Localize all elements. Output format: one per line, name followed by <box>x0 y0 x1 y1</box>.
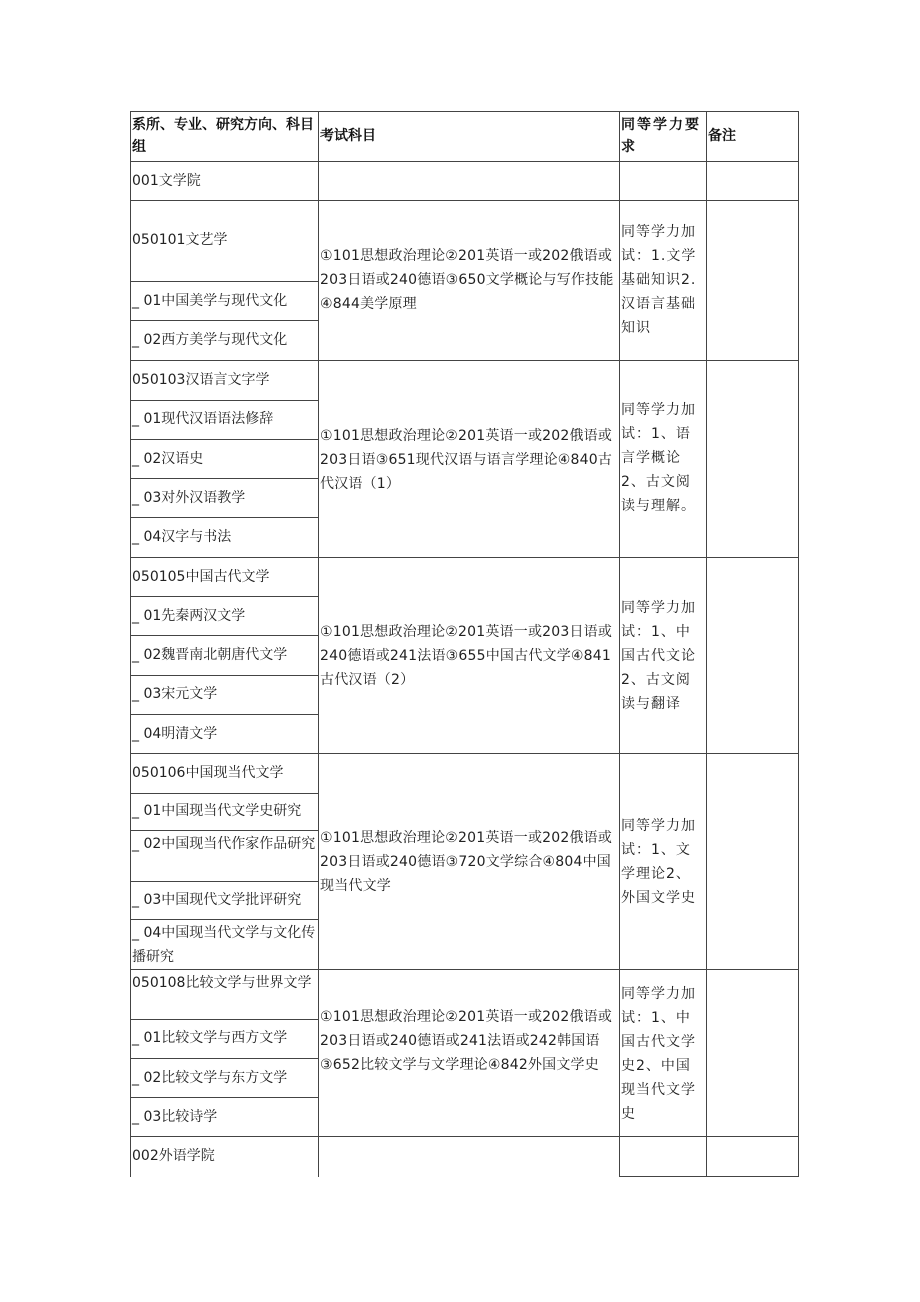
grid-line <box>130 161 799 162</box>
grid-line <box>130 830 318 831</box>
grid-line <box>130 969 799 970</box>
direction-050103-03: _ 03对外汉语教学 <box>132 490 246 506</box>
major-050106: 050106中国现当代文学 <box>132 765 284 781</box>
exam-050101: ①101思想政治理论②201英语一或202俄语或203日语或240德语③650文学概论与写作技能④844美学原理 <box>320 248 614 312</box>
direction-050103-02: _ 02汉语史 <box>132 451 204 467</box>
grid-line <box>130 1058 318 1059</box>
requirement-050103: 同等学力加试：1、语言学概论2、古文阅读与理解。 <box>621 402 696 514</box>
header-requirement: 同等学力要求 <box>621 117 701 155</box>
header-unit: 系所、专业、研究方向、科目组 <box>132 117 314 155</box>
direction-050105-03: _ 03宋元文学 <box>132 686 218 702</box>
direction-050101-01: _ 01中国美学与现代文化 <box>132 293 288 309</box>
direction-050106-03: _ 03中国现代文学批评研究 <box>132 892 302 908</box>
grid-line <box>706 111 707 1177</box>
grid-line <box>130 557 799 558</box>
major-050105: 050105中国古代文学 <box>132 569 270 585</box>
requirement-050106: 同等学力加试：1、文学理论2、外国文学史 <box>621 818 696 906</box>
department-001: 001文学院 <box>132 173 201 189</box>
exam-050103: ①101思想政治理论②201英语一或202俄语或203日语③651现代汉语与语言学理论④840古代汉语（1） <box>320 428 613 492</box>
grid-line <box>130 320 318 321</box>
grid-line <box>130 596 318 597</box>
header-note: 备注 <box>708 128 736 144</box>
exam-050106: ①101思想政治理论②201英语一或202俄语或203日语或240德语③720文学综合④804中国现当代文学 <box>320 830 613 894</box>
direction-050103-01: _ 01现代汉语语法修辞 <box>132 411 274 427</box>
grid-line <box>130 753 799 754</box>
grid-line <box>130 111 131 1177</box>
grid-line <box>130 1136 799 1137</box>
department-002: 002外语学院 <box>132 1148 215 1164</box>
exam-050108: ①101思想政治理论②201英语一或202俄语或203日语或240德语或241法语或242韩国语③652比较文学与文学理论④842外国文学史 <box>320 1009 613 1073</box>
direction-050103-04: _ 04汉字与书法 <box>132 529 232 545</box>
grid-line <box>318 111 319 1177</box>
grid-line <box>619 1176 799 1177</box>
grid-line <box>130 281 318 282</box>
grid-line <box>619 111 620 1177</box>
grid-line <box>130 439 318 440</box>
grid-line <box>130 200 799 201</box>
requirement-050101: 同等学力加试：1.文学基础知识2.汉语言基础知识 <box>621 224 697 336</box>
major-050101: 050101文艺学 <box>132 232 228 248</box>
grid-line <box>130 517 318 518</box>
direction-050101-02: _ 02西方美学与现代文化 <box>132 332 288 348</box>
grid-line <box>130 111 799 112</box>
exam-050105: ①101思想政治理论②201英语一或203日语或240德语或241法语③655中国古代文学④841古代汉语（2） <box>320 624 613 688</box>
direction-050108-02: _ 02比较文学与东方文学 <box>132 1070 288 1086</box>
requirement-050108: 同等学力加试：1、中国古代文学史2、中国现当代文学史 <box>621 986 696 1122</box>
grid-line <box>130 635 318 636</box>
direction-050108-03: _ 03比较诗学 <box>132 1109 218 1125</box>
direction-050106-01: _ 01中国现当代文学史研究 <box>132 803 302 819</box>
grid-line <box>130 1019 318 1020</box>
grid-line <box>130 714 318 715</box>
direction-050105-02: _ 02魏晋南北朝唐代文学 <box>132 647 288 663</box>
grid-line <box>130 478 318 479</box>
grid-line <box>130 881 318 882</box>
grid-line <box>130 400 318 401</box>
direction-050105-04: _ 04明清文学 <box>132 726 218 742</box>
grid-line <box>798 111 799 1177</box>
grid-line <box>130 1097 318 1098</box>
major-050103: 050103汉语言文字学 <box>132 372 270 388</box>
requirement-050105: 同等学力加试：1、中国古代文论2、古文阅读与翻译 <box>621 600 696 712</box>
grid-line <box>130 675 318 676</box>
grid-line <box>130 793 318 794</box>
direction-050105-01: _ 01先秦两汉文学 <box>132 608 246 624</box>
direction-050106-02: _ 02中国现当代作家作品研究 <box>132 836 316 852</box>
grid-line <box>130 919 318 920</box>
grid-line <box>130 360 799 361</box>
direction-050108-01: _ 01比较文学与西方文学 <box>132 1030 288 1046</box>
major-050108: 050108比较文学与世界文学 <box>132 975 312 991</box>
header-exam: 考试科目 <box>320 128 376 144</box>
direction-050106-04: _ 04中国现当代文学与文化传播研究 <box>132 925 316 965</box>
